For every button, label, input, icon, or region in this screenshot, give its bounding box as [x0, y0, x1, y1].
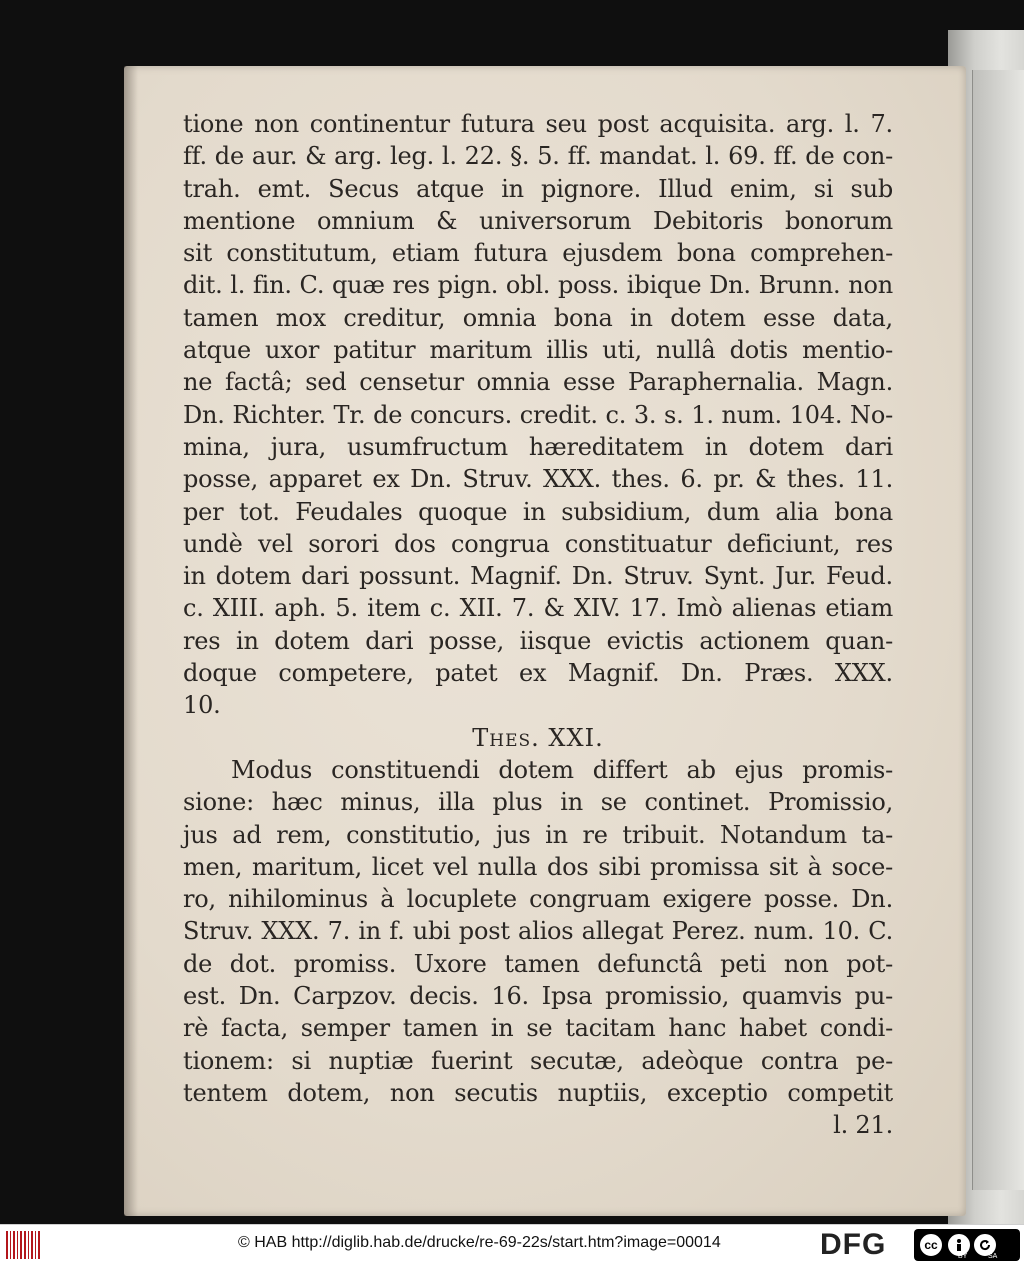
text-line: sione: hæc minus, illa plus in se continet. Promissio, [183, 788, 893, 817]
text-line: ff. de aur. & arg. leg. l. 22. §. 5. ff. mandat. l. 69. ff. de con- [183, 142, 893, 171]
text-line: dit. l. fin. C. quæ res pign. obl. poss. ibique Dn. Brunn. non [183, 271, 893, 300]
dfg-logo[interactable]: DFG [820, 1228, 887, 1261]
text-line: trah. emt. Secus atque in pignore. Illud enim, si sub [183, 174, 893, 203]
copyright-link[interactable]: © HAB http://diglib.hab.de/drucke/re-69-22s/start.htm?image=00014 [238, 1234, 721, 1251]
cc-license-badge[interactable] [914, 1229, 1020, 1261]
text-line: posse, apparet ex Dn. Struv. XXX. thes. 6. pr. & thes. 11. [183, 465, 893, 494]
text-line: mentione omnium & universorum Debitoris bonorum [183, 206, 893, 235]
catchword: l. 21. [833, 1111, 893, 1140]
text-line: men, maritum, licet vel nulla dos sibi promissa sit à soce- [183, 852, 893, 881]
text-line: sit constitutum, etiam futura ejusdem bona comprehen- [183, 239, 893, 268]
text-line: Struv. XXX. 7. in f. ubi post alios allegat Perez. num. 10. C. [183, 917, 893, 946]
text-line: ne factâ; sed censetur omnia esse Paraphernalia. Magn. [183, 368, 893, 397]
text-line: in dotem dari possunt. Magnif. Dn. Struv. Synt. Jur. Feud. [183, 562, 893, 591]
section-heading: Thes. XXI. [472, 723, 604, 752]
text-line: per tot. Feudales quoque in subsidium, dum alia bona [183, 497, 893, 526]
text-line: rè facta, semper tamen in se tacitam hanc habet condi- [183, 1014, 893, 1043]
page-gutter-shadow [124, 66, 138, 1216]
text-line: tentem dotem, non secutis nuptiis, exceptio competit [183, 1078, 893, 1107]
text-line: tamen mox creditur, omnia bona in dotem esse data, [183, 303, 893, 332]
text-line: mina, jura, usumfructum hæreditatem in dotem dari [183, 432, 893, 461]
text-line: est. Dn. Carpzov. decis. 16. Ipsa promissio, quamvis pu- [183, 982, 893, 1011]
text-line: de dot. promiss. Uxore tamen defunctâ peti non pot- [183, 949, 893, 978]
page-edge [972, 70, 1024, 1190]
text-line: Dn. Richter. Tr. de concurs. credit. c. 3. s. 1. num. 104. No- [183, 400, 893, 429]
text-line: tione non continentur futura seu post acquisita. arg. l. 7. [183, 110, 893, 138]
text-line: ro, nihilominus à locuplete congruam exigere posse. Dn. [183, 885, 893, 914]
text-line: doque competere, patet ex Magnif. Dn. Præs. XXX. [183, 659, 893, 688]
text-line: 10. [183, 691, 221, 720]
text-line: c. XIII. aph. 5. item c. XII. 7. & XIV. 17. Imò alienas etiam [183, 594, 893, 623]
viewer-footer [0, 1224, 1024, 1265]
text-line: jus ad rem, constitutio, jus in re tribuit. Notandum ta- [183, 820, 893, 849]
barcode-logo-icon [6, 1231, 46, 1259]
page-text [183, 108, 893, 1142]
text-line: undè vel sorori dos congrua constituatur deficiunt, res [183, 529, 893, 558]
sa-label: SA [988, 1253, 998, 1260]
text-line: res in dotem dari posse, iisque evictis actionem quan- [183, 626, 893, 655]
text-line: Modus constituendi dotem differt ab ejus promis- [231, 755, 893, 784]
text-line: tionem: si nuptiæ fuerint secutæ, adeòque contra pe- [183, 1046, 893, 1075]
cc-icon: cc [918, 1232, 944, 1258]
text-line: atque uxor patitur maritum illis uti, nullâ dotis mentio- [183, 336, 893, 365]
by-label: BY [958, 1253, 968, 1260]
